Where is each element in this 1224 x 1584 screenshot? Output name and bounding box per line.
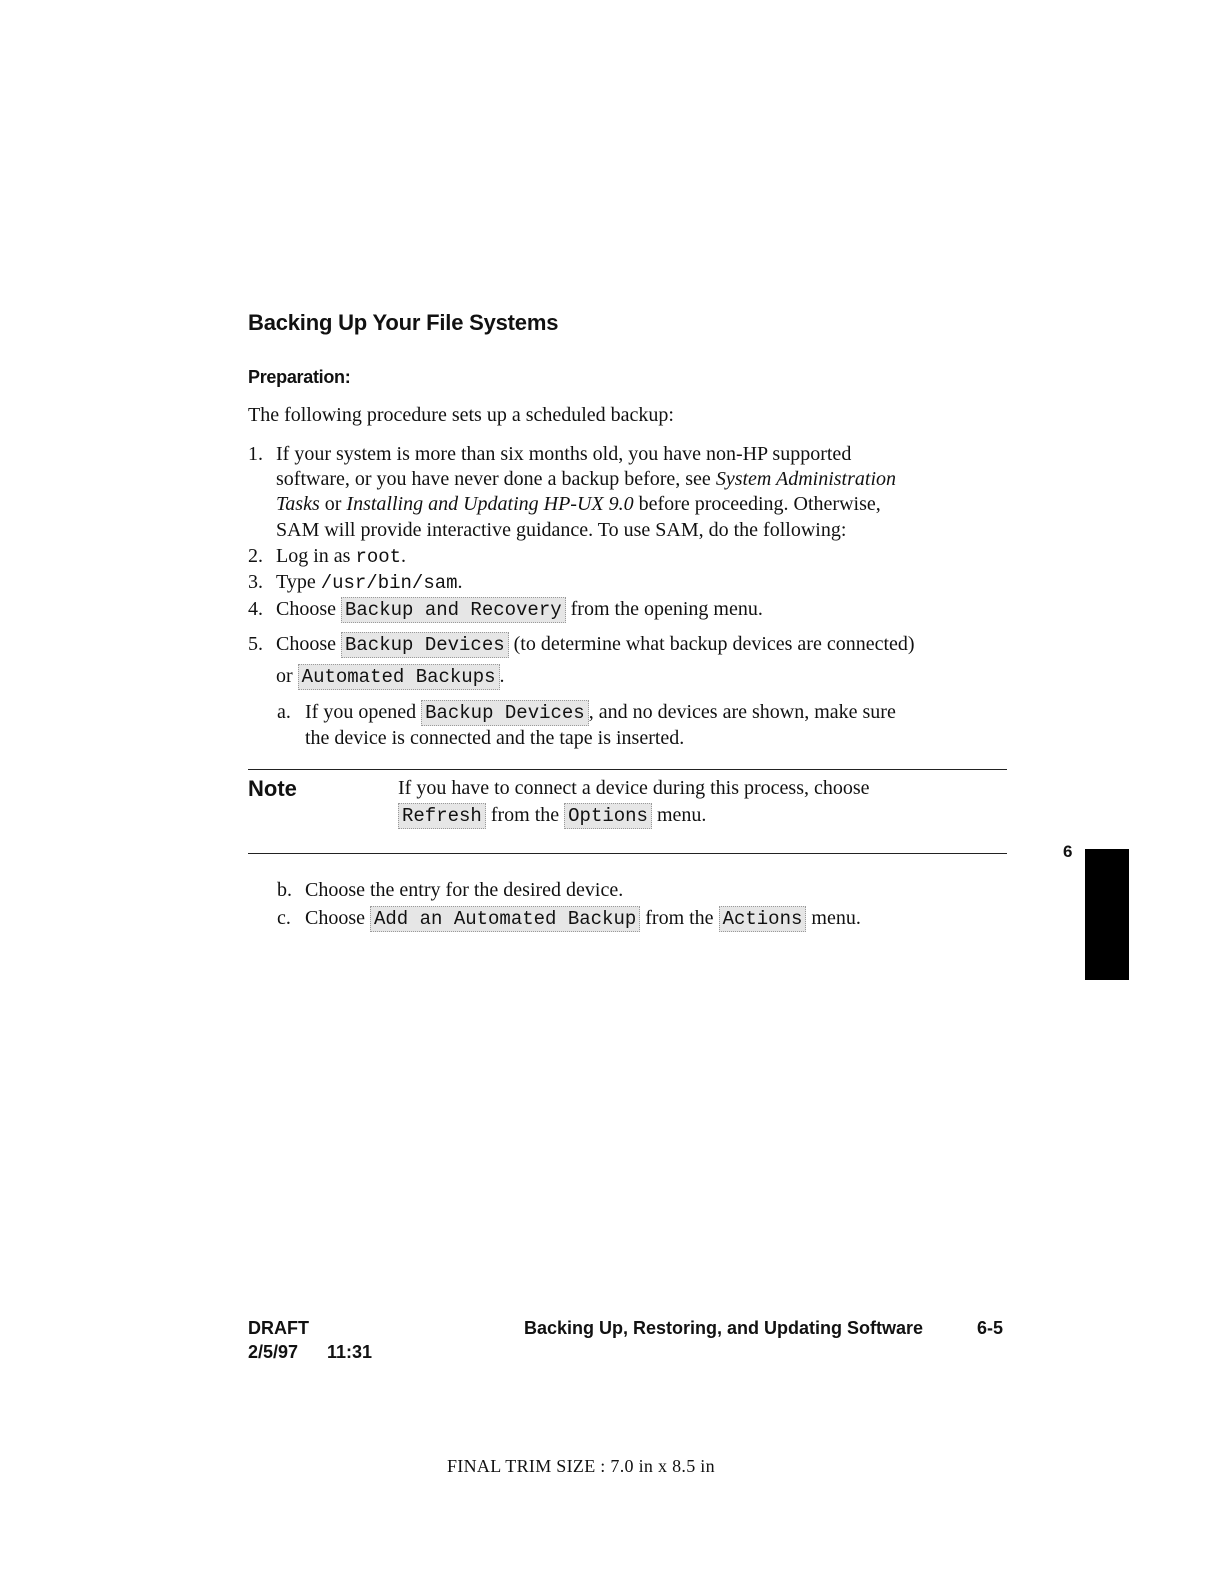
footer-draft: DRAFT bbox=[248, 1318, 309, 1338]
step-4-number: 4. bbox=[248, 598, 263, 620]
substep-a-line-1 bbox=[305, 699, 896, 726]
step-3-period: . bbox=[457, 571, 463, 593]
step-1-line-3 bbox=[276, 491, 881, 517]
root-code: root bbox=[355, 546, 402, 568]
step-3-number: 3. bbox=[248, 571, 263, 593]
substep-a-text-3: the device is connected and the tape is inserted. bbox=[305, 727, 685, 749]
step-1-line-2 bbox=[276, 466, 896, 492]
step-1-text-4: before proceeding. Otherwise, bbox=[638, 493, 881, 515]
chapter-tab-number: 6 bbox=[1063, 842, 1073, 861]
chapter-thumb-tab bbox=[1085, 849, 1129, 980]
system-admin-tasks-reference: System Administration bbox=[715, 468, 896, 490]
step-5-period: . bbox=[499, 665, 505, 687]
note-line-1 bbox=[398, 775, 870, 801]
step-1-text-2: software, or you have never done a backup before, see bbox=[276, 468, 711, 490]
note-text: If you have to connect a device during this process, choose bbox=[398, 777, 870, 799]
substep-a-text-2: , and no devices are shown, make sure bbox=[588, 701, 896, 723]
system-admin-tasks-reference-cont: Tasks bbox=[276, 493, 320, 515]
note-text-2: from the bbox=[490, 804, 560, 826]
footer-time: 11:31 bbox=[327, 1342, 373, 1362]
step-1-or: or bbox=[324, 493, 342, 515]
footer-chapter-title: Backing Up, Restoring, and Updating Software bbox=[524, 1318, 924, 1338]
note-text-3: menu. bbox=[656, 804, 707, 826]
note-line-2 bbox=[398, 802, 706, 829]
backup-devices-key: Backup Devices bbox=[341, 632, 509, 658]
step-1-text: If your system is more than six months old, you have non-HP supported bbox=[276, 443, 852, 465]
installing-updating-reference: Installing and Updating HP-UX 9.0 bbox=[346, 493, 634, 515]
step-2-line bbox=[276, 543, 406, 570]
substep-a-text: If you opened bbox=[305, 701, 417, 723]
backup-devices-key-2: Backup Devices bbox=[421, 700, 589, 726]
refresh-key: Refresh bbox=[398, 803, 486, 829]
step-1-line-1 bbox=[276, 441, 851, 467]
preparation-subheading: Preparation: bbox=[248, 367, 351, 387]
substep-c-text: Choose bbox=[305, 907, 365, 929]
step-5-text-2: (to determine what backup devices are connected) bbox=[513, 633, 915, 655]
actions-key: Actions bbox=[719, 906, 807, 932]
trim-size-note: FINAL TRIM SIZE : 7.0 in x 8.5 in bbox=[447, 1456, 715, 1476]
step-2-period: . bbox=[401, 545, 407, 567]
section-heading: Backing Up Your File Systems bbox=[248, 310, 559, 335]
substep-c-text-2: from the bbox=[645, 907, 714, 929]
step-1-number: 1. bbox=[248, 443, 263, 465]
options-key: Options bbox=[564, 803, 652, 829]
step-5-line-1 bbox=[276, 631, 915, 658]
substep-b-text: Choose the entry for the desired device. bbox=[305, 879, 624, 901]
step-1-line-4 bbox=[276, 517, 846, 543]
substep-b-line bbox=[305, 877, 623, 903]
step-2-number: 2. bbox=[248, 545, 263, 567]
step-4-text: Choose bbox=[276, 598, 336, 620]
note-bottom-rule bbox=[248, 853, 1007, 854]
sam-path-code: /usr/bin/sam bbox=[320, 572, 458, 594]
step-1-text-5: SAM will provide interactive guidance. To use SAM, do the following: bbox=[276, 519, 847, 541]
substep-b-letter: b. bbox=[277, 879, 292, 901]
step-4-text-2: from the opening menu. bbox=[570, 598, 763, 620]
step-5-line-2 bbox=[276, 663, 505, 690]
substep-c-line bbox=[305, 905, 861, 932]
substep-c-letter: c. bbox=[277, 907, 291, 929]
step-5-number: 5. bbox=[248, 633, 263, 655]
footer-date: 2/5/97 bbox=[248, 1342, 299, 1362]
substep-c-text-3: menu. bbox=[811, 907, 861, 929]
automated-backups-key: Automated Backups bbox=[298, 664, 500, 690]
step-2-text: Log in as bbox=[276, 545, 351, 567]
substep-a-letter: a. bbox=[277, 701, 291, 723]
step-3-line bbox=[276, 569, 463, 596]
backup-and-recovery-key: Backup and Recovery bbox=[341, 597, 566, 623]
step-4-line bbox=[276, 596, 763, 623]
note-top-rule bbox=[248, 769, 1007, 770]
step-5-or: or bbox=[276, 665, 293, 687]
substep-a-line-2 bbox=[305, 725, 684, 751]
intro-paragraph: The following procedure sets up a scheduled backup: bbox=[248, 404, 674, 426]
note-label: Note bbox=[248, 776, 297, 801]
add-automated-backup-key: Add an Automated Backup bbox=[370, 906, 640, 932]
step-3-text: Type bbox=[276, 571, 316, 593]
footer-page-number: 6-5 bbox=[977, 1318, 1004, 1338]
step-5-text: Choose bbox=[276, 633, 336, 655]
